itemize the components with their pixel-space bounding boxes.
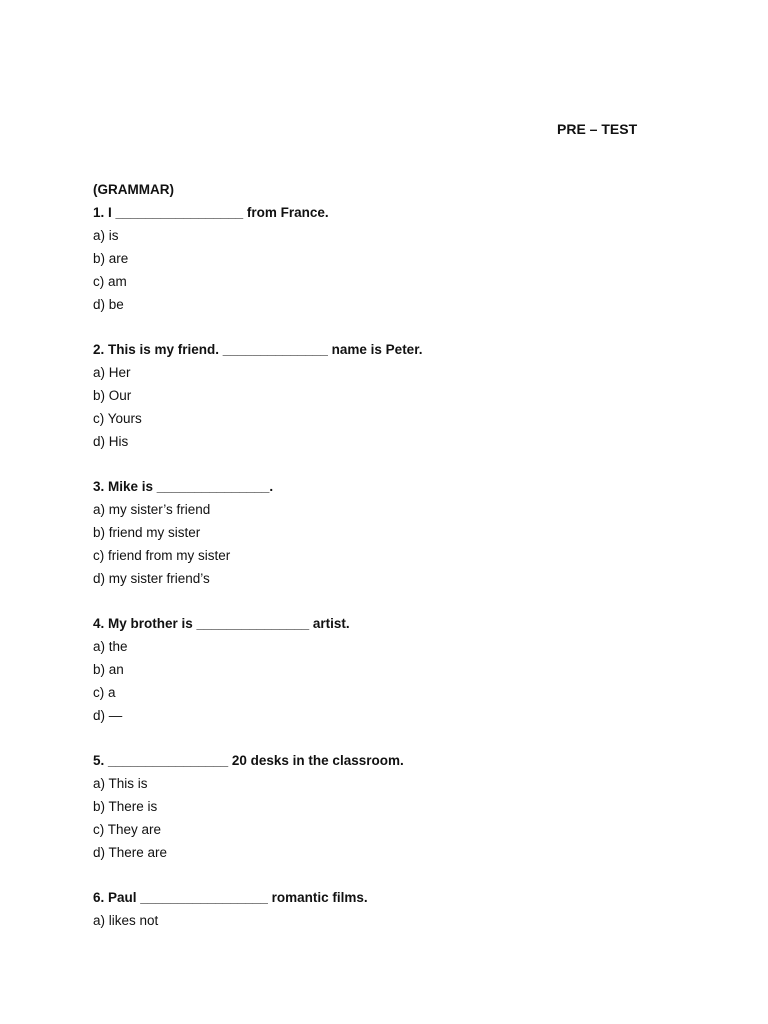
question-3 xyxy=(93,475,693,590)
question-prompt: 2. This is my friend. ______________ name is Peter. xyxy=(93,342,423,357)
answer-option: d) — xyxy=(93,708,123,723)
answer-option: b) are xyxy=(93,251,129,266)
answer-option: a) This is xyxy=(93,776,148,791)
question-1 xyxy=(93,201,693,316)
question-prompt: 4. My brother is _______________ artist. xyxy=(93,616,350,631)
spacer xyxy=(93,590,693,612)
answer-option: a) is xyxy=(93,228,119,243)
answer-option: b) friend my sister xyxy=(93,525,201,540)
question-prompt: 3. Mike is _______________. xyxy=(93,479,274,494)
answer-option: d) There are xyxy=(93,845,168,860)
question-2 xyxy=(93,338,693,453)
answer-option: b) Our xyxy=(93,388,132,403)
question-prompt: 6. Paul _________________ romantic films. xyxy=(93,890,368,905)
answer-option: c) a xyxy=(93,685,116,700)
question-prompt: 5. ________________ 20 desks in the classroom. xyxy=(93,753,404,768)
answer-option: d) my sister friend’s xyxy=(93,571,210,586)
question-4 xyxy=(93,612,693,727)
spacer xyxy=(93,316,693,338)
answer-option: c) They are xyxy=(93,822,162,837)
section-heading: (GRAMMAR) xyxy=(93,182,174,197)
answer-option: b) There is xyxy=(93,799,158,814)
page-title: PRE – TEST xyxy=(557,121,638,137)
answer-option: d) His xyxy=(93,434,129,449)
answer-option: a) Her xyxy=(93,365,131,380)
answer-option: c) friend from my sister xyxy=(93,548,231,563)
question-6 xyxy=(93,886,693,932)
answer-option: d) be xyxy=(93,297,124,312)
answer-option: a) my sister’s friend xyxy=(93,502,211,517)
test-content xyxy=(93,178,693,932)
spacer xyxy=(93,727,693,749)
answer-option: a) the xyxy=(93,639,128,654)
answer-option: c) am xyxy=(93,274,127,289)
question-prompt: 1. I _________________ from France. xyxy=(93,205,329,220)
answer-option: b) an xyxy=(93,662,124,677)
question-5 xyxy=(93,749,693,864)
spacer xyxy=(93,453,693,475)
answer-option: a) likes not xyxy=(93,913,159,928)
answer-option: c) Yours xyxy=(93,411,142,426)
spacer xyxy=(93,864,693,886)
